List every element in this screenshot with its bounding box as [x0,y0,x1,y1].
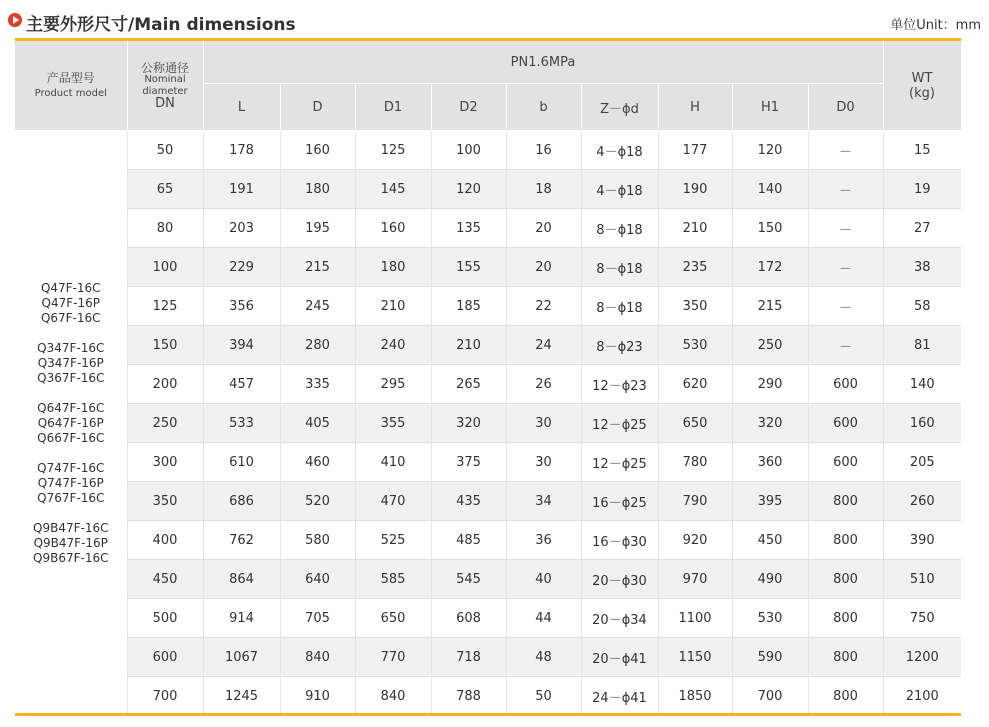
column-header: H [658,84,732,131]
table-cell: 210 [355,287,431,326]
table-cell: 356 [203,287,280,326]
table-cell: 610 [203,443,280,482]
model-name: Q347F-16P [37,355,104,370]
column-header: b [506,84,581,131]
weight-header [883,41,961,131]
dimensions-table [15,41,962,716]
weight-header-unit: (kg) [909,85,935,101]
table-cell: 350 [658,287,732,326]
table-cell: 205 [883,443,961,482]
table-cell: 260 [883,482,961,521]
table-cell: 8－ϕ18 [581,287,658,326]
table-cell: 12－ϕ25 [581,404,658,443]
product-model-header [15,41,127,131]
table-cell: 125 [355,131,431,170]
table-cell: 608 [431,599,506,638]
pressure-header: PN1.6MPa [203,41,883,84]
table-cell: 120 [732,131,808,170]
table-cell: 120 [431,170,506,209]
table-row [15,599,961,638]
product-model-header-cn: 产品型号 [46,70,95,85]
table-cell: 320 [431,404,506,443]
table-cell: 800 [808,638,883,677]
table-row [15,443,961,482]
table-cell: 533 [203,404,280,443]
dn-header-code: DN [155,95,175,111]
table-row [15,560,961,599]
play-circle-icon [8,13,22,27]
dn-cell: 100 [127,248,203,287]
table-cell: 355 [355,404,431,443]
column-header: D1 [355,84,431,131]
bottom-divider [15,713,961,716]
dn-header-en1: Nominal [144,73,186,85]
table-cell: 215 [732,287,808,326]
dn-header [127,41,203,131]
table-cell: 16－ϕ25 [581,482,658,521]
table-cell: 140 [732,170,808,209]
table-cell: 155 [431,248,506,287]
table-cell: 360 [732,443,808,482]
table-cell: 585 [355,560,431,599]
table-cell: 510 [883,560,961,599]
table-cell: 20－ϕ41 [581,638,658,677]
table-cell: 788 [431,677,506,716]
table-cell: 800 [808,677,883,716]
table-cell: 172 [732,248,808,287]
model-name: Q747F-16P [37,475,104,490]
dn-cell: 450 [127,560,203,599]
dn-cell: 80 [127,209,203,248]
table-cell: 800 [808,599,883,638]
table-cell: 910 [280,677,355,716]
model-name: Q9B67F-16C [33,550,109,565]
column-header: H1 [732,84,808,131]
table-cell: 620 [658,365,732,404]
table-cell: 40 [506,560,581,599]
table-row [15,521,961,560]
table-cell: 48 [506,638,581,677]
column-header: D [280,84,355,131]
table-cell: 520 [280,482,355,521]
table-cell: 718 [431,638,506,677]
table-cell: 405 [280,404,355,443]
table-cell: 180 [280,170,355,209]
table-cell: 180 [355,248,431,287]
column-header: D0 [808,84,883,131]
table-row [15,482,961,521]
table-cell: 485 [431,521,506,560]
table-cell: 30 [506,404,581,443]
model-group [15,341,127,386]
table-cell: 800 [808,521,883,560]
model-group [15,461,127,506]
model-name: Q67F-16C [40,310,101,325]
table-cell: － [808,131,883,170]
table-cell: 12－ϕ23 [581,365,658,404]
dn-cell: 300 [127,443,203,482]
table-cell: 700 [732,677,808,716]
table-cell: 250 [732,326,808,365]
weight-header-label: WT [911,70,933,86]
model-name: Q47F-16C [40,280,101,295]
table-cell: 36 [506,521,581,560]
table-cell: 44 [506,599,581,638]
table-cell: 1200 [883,638,961,677]
table-cell: 1150 [658,638,732,677]
table-cell: 135 [431,209,506,248]
model-name: Q347F-16C [37,340,105,355]
table-cell: 38 [883,248,961,287]
table-cell: 705 [280,599,355,638]
table-cell: 970 [658,560,732,599]
table-cell: － [808,209,883,248]
table-cell: 840 [280,638,355,677]
table-cell: 435 [431,482,506,521]
table-cell: 20－ϕ34 [581,599,658,638]
table-cell: 470 [355,482,431,521]
model-group [15,281,127,326]
table-cell: 16－ϕ30 [581,521,658,560]
model-name: Q9B47F-16C [33,520,109,535]
table-row [15,326,961,365]
table-cell: 1245 [203,677,280,716]
table-cell: 920 [658,521,732,560]
dn-cell: 200 [127,365,203,404]
table-cell: 490 [732,560,808,599]
table-cell: 58 [883,287,961,326]
table-row [15,131,961,170]
table-cell: 160 [280,131,355,170]
table-cell: 265 [431,365,506,404]
model-name: Q9B47F-16P [33,535,108,550]
table-row [15,404,961,443]
table-cell: 762 [203,521,280,560]
column-header: D2 [431,84,506,131]
table-cell: 100 [431,131,506,170]
table-cell: 8－ϕ18 [581,248,658,287]
column-header: L [203,84,280,131]
model-name: Q47F-16P [41,295,100,310]
table-row [15,248,961,287]
table-cell: 240 [355,326,431,365]
table-cell: 280 [280,326,355,365]
table-cell: 185 [431,287,506,326]
model-group [15,521,127,566]
table-cell: 177 [658,131,732,170]
table-cell: 530 [732,599,808,638]
dn-cell: 500 [127,599,203,638]
model-name: Q747F-16C [37,460,105,475]
table-cell: 15 [883,131,961,170]
table-cell: 8－ϕ18 [581,209,658,248]
table-cell: 600 [808,404,883,443]
dn-cell: 125 [127,287,203,326]
table-row [15,365,961,404]
table-cell: 800 [808,560,883,599]
table-row [15,209,961,248]
table-cell: 600 [808,365,883,404]
dn-cell: 50 [127,131,203,170]
table-cell: 780 [658,443,732,482]
table-cell: 525 [355,521,431,560]
dn-cell: 250 [127,404,203,443]
table-cell: 320 [732,404,808,443]
table-cell: 290 [732,365,808,404]
table-cell: 650 [658,404,732,443]
table-cell: － [808,170,883,209]
table-cell: 20 [506,248,581,287]
table-cell: 410 [355,443,431,482]
table-row [15,170,961,209]
table-cell: － [808,248,883,287]
table-cell: 190 [658,170,732,209]
table-cell: 22 [506,287,581,326]
table-cell: 210 [658,209,732,248]
table-cell: 20 [506,209,581,248]
table-cell: 145 [355,170,431,209]
table-cell: 750 [883,599,961,638]
model-name: Q647F-16P [37,415,104,430]
table-row [15,287,961,326]
table-cell: 245 [280,287,355,326]
table-cell: 191 [203,170,280,209]
dn-cell: 350 [127,482,203,521]
table-cell: 530 [658,326,732,365]
table-cell: 375 [431,443,506,482]
table-cell: 1100 [658,599,732,638]
table-cell: 26 [506,365,581,404]
table-row [15,677,961,716]
table-cell: 450 [732,521,808,560]
table-row [15,638,961,677]
model-name: Q767F-16C [37,490,105,505]
table-cell: 580 [280,521,355,560]
table-cell: 800 [808,482,883,521]
table-cell: 12－ϕ25 [581,443,658,482]
table-cell: 203 [203,209,280,248]
section-header [8,8,983,34]
model-group [15,401,127,446]
table-cell: － [808,287,883,326]
page-title: 主要外形尺寸/Main dimensions [26,15,296,35]
dn-cell: 700 [127,677,203,716]
table-cell: 395 [732,482,808,521]
table-cell: 19 [883,170,961,209]
table-cell: 335 [280,365,355,404]
table-cell: 460 [280,443,355,482]
table-cell: 640 [280,560,355,599]
table-cell: 686 [203,482,280,521]
table-cell: 1850 [658,677,732,716]
table-cell: 81 [883,326,961,365]
table-cell: 1067 [203,638,280,677]
table-cell: 160 [355,209,431,248]
table-cell: 210 [431,326,506,365]
dn-cell: 600 [127,638,203,677]
table-cell: 27 [883,209,961,248]
table-cell: 150 [732,209,808,248]
table-cell: 650 [355,599,431,638]
table-cell: 24 [506,326,581,365]
table-cell: 8－ϕ23 [581,326,658,365]
table-cell: 600 [808,443,883,482]
table-cell: 770 [355,638,431,677]
model-name: Q667F-16C [37,430,105,445]
table-cell: 50 [506,677,581,716]
table-cell: 24－ϕ41 [581,677,658,716]
table-cell: 20－ϕ30 [581,560,658,599]
table-cell: 590 [732,638,808,677]
table-cell: 235 [658,248,732,287]
table-cell: 18 [506,170,581,209]
dn-header-cn: 公称通径 [140,60,189,75]
table-cell: 140 [883,365,961,404]
table-cell: 545 [431,560,506,599]
table-cell: 178 [203,131,280,170]
dn-cell: 400 [127,521,203,560]
table-cell: 914 [203,599,280,638]
table-cell: 34 [506,482,581,521]
table-cell: 160 [883,404,961,443]
table-cell: 390 [883,521,961,560]
product-model-header-en: Product model [34,87,107,99]
dn-header-en2: diameter [142,85,188,97]
table-cell: 30 [506,443,581,482]
table-cell: 4－ϕ18 [581,170,658,209]
table-cell: 4－ϕ18 [581,131,658,170]
table-cell: 2100 [883,677,961,716]
dn-cell: 65 [127,170,203,209]
model-name: Q367F-16C [37,370,105,385]
table-cell: 457 [203,365,280,404]
table-cell: 840 [355,677,431,716]
dn-cell: 150 [127,326,203,365]
table-cell: 394 [203,326,280,365]
table-cell: 215 [280,248,355,287]
table-cell: 864 [203,560,280,599]
model-name: Q647F-16C [37,400,105,415]
product-model-list [15,131,127,716]
table-cell: 16 [506,131,581,170]
table-cell: － [808,326,883,365]
table-cell: 195 [280,209,355,248]
column-header: Z－ϕd [581,84,658,131]
table-cell: 790 [658,482,732,521]
table-cell: 229 [203,248,280,287]
table-cell: 295 [355,365,431,404]
unit-label: 单位Unit：mm [890,18,981,33]
